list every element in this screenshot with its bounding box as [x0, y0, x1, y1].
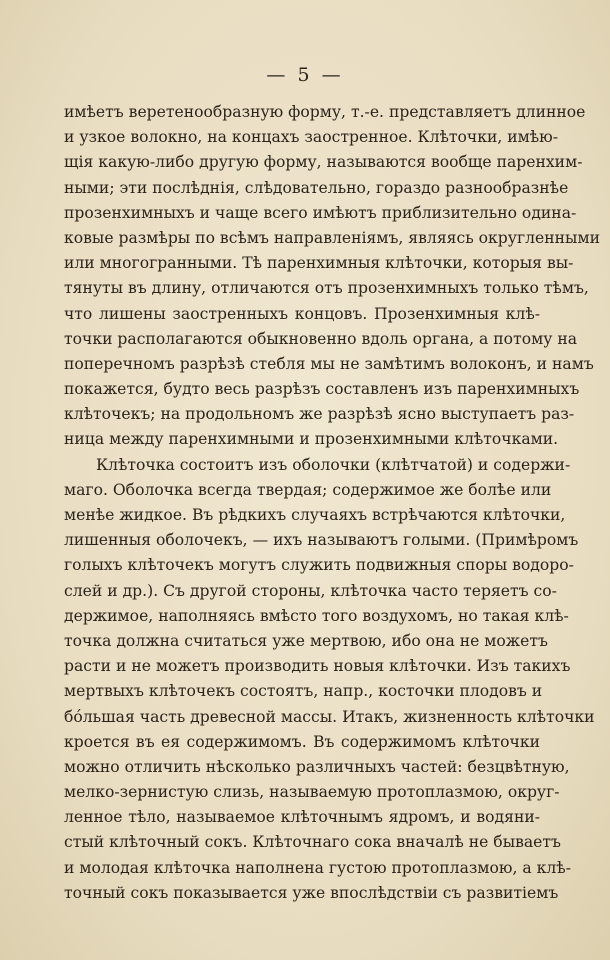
text-line: точный сокъ показывается уже впослѣдствіи съ развитіемъ [64, 883, 559, 902]
text-line: поперечномъ разрѣзѣ стебля мы не замѣтимъ волоконъ, и намъ [64, 354, 594, 373]
text-line: слей и др.). Съ другой стороны, клѣточка часто теряетъ со- [64, 581, 557, 600]
text-line: расти и не можетъ производить новыя клѣточки. Изъ такихъ [64, 657, 571, 676]
text-line: прозенхимныхъ и чаще всего имѣютъ приблизительно одина- [64, 203, 577, 222]
text-line: точка должна считаться уже мертвою, ибо она не можетъ [64, 631, 548, 650]
text-line: лишенныя оболочекъ, — ихъ называютъ голыми. (Примѣромъ [64, 531, 579, 550]
text-line: держимое, наполняясь вмѣсто того воздухомъ, но такая клѣ- [64, 606, 569, 625]
text-line: кроется въ ея содержимомъ. Въ содержимомъ клѣточки [64, 732, 540, 751]
text-line: покажется, будто весь разрѣзъ составленъ изъ паренхимныхъ [64, 380, 580, 399]
text-line: точки располагаются обыкновенно вдоль органа, а потому на [64, 329, 578, 348]
text-line: тянуты въ длину, отличаются отъ прозенхимныхъ только тѣмъ, [64, 279, 589, 298]
text-line: Клѣточка состоитъ изъ оболочки (клѣтчатой) и содержи- [96, 455, 571, 474]
text-line: клѣточекъ; на продольномъ же разрѣзѣ ясно выступаетъ раз- [64, 405, 575, 424]
body-text [64, 100, 600, 906]
text-line: и узкое волокно, на концахъ заостренное. Клѣточки, имѣю- [64, 128, 559, 147]
text-line: и молодая клѣточка наполнена густою протоплазмою, а клѣ- [64, 858, 571, 877]
text-line: ница между паренхимными и прозенхимными клѣточками. [64, 430, 559, 449]
text-line: можно отличить нѣсколько различныхъ частей: безцвѣтную, [64, 757, 570, 776]
text-line: щія какую-либо другую форму, называются вообще паренхим- [64, 153, 583, 172]
text-line: маго. Оболочка всегда твердая; содержимое же болѣе или [64, 480, 552, 499]
text-line: менѣе жидкое. Въ рѣдкихъ случаяхъ встрѣчаются клѣточки, [64, 506, 566, 524]
text-line: ковые размѣры по всѣмъ направленіямъ, являясь округленными [64, 228, 600, 247]
page-number: — 5 — [266, 64, 344, 86]
text-line: что лишены заостренныхъ концовъ. Прозенхимныя клѣ- [64, 304, 540, 323]
text-line: стый клѣточный сокъ. Клѣточнаго сока вначалѣ не бываетъ [64, 833, 561, 852]
text-line: мертвыхъ клѣточекъ состоятъ, напр., косточки плодовъ и [64, 682, 543, 701]
text-line: имѣетъ веретенообразную форму, т.-е. представляетъ длинное [64, 103, 586, 121]
text-line: или многогранными. Тѣ паренхимныя клѣточки, которыя вы- [64, 254, 574, 273]
text-line: мелко-зернистую слизь, называемую протоплазмою, округ- [64, 783, 560, 802]
text-line: голыхъ клѣточекъ могутъ служить подвижныя споры водоро- [64, 556, 574, 575]
text-line: ленное тѣло, называемое клѣточнымъ ядромъ, и водяни- [64, 808, 540, 827]
text-line: ными; эти послѣднія, слѣдовательно, гораздо разнообразнѣе [64, 178, 569, 197]
text-line: бо́льшая часть древесной массы. Итакъ, жизненность клѣточки [64, 707, 595, 726]
